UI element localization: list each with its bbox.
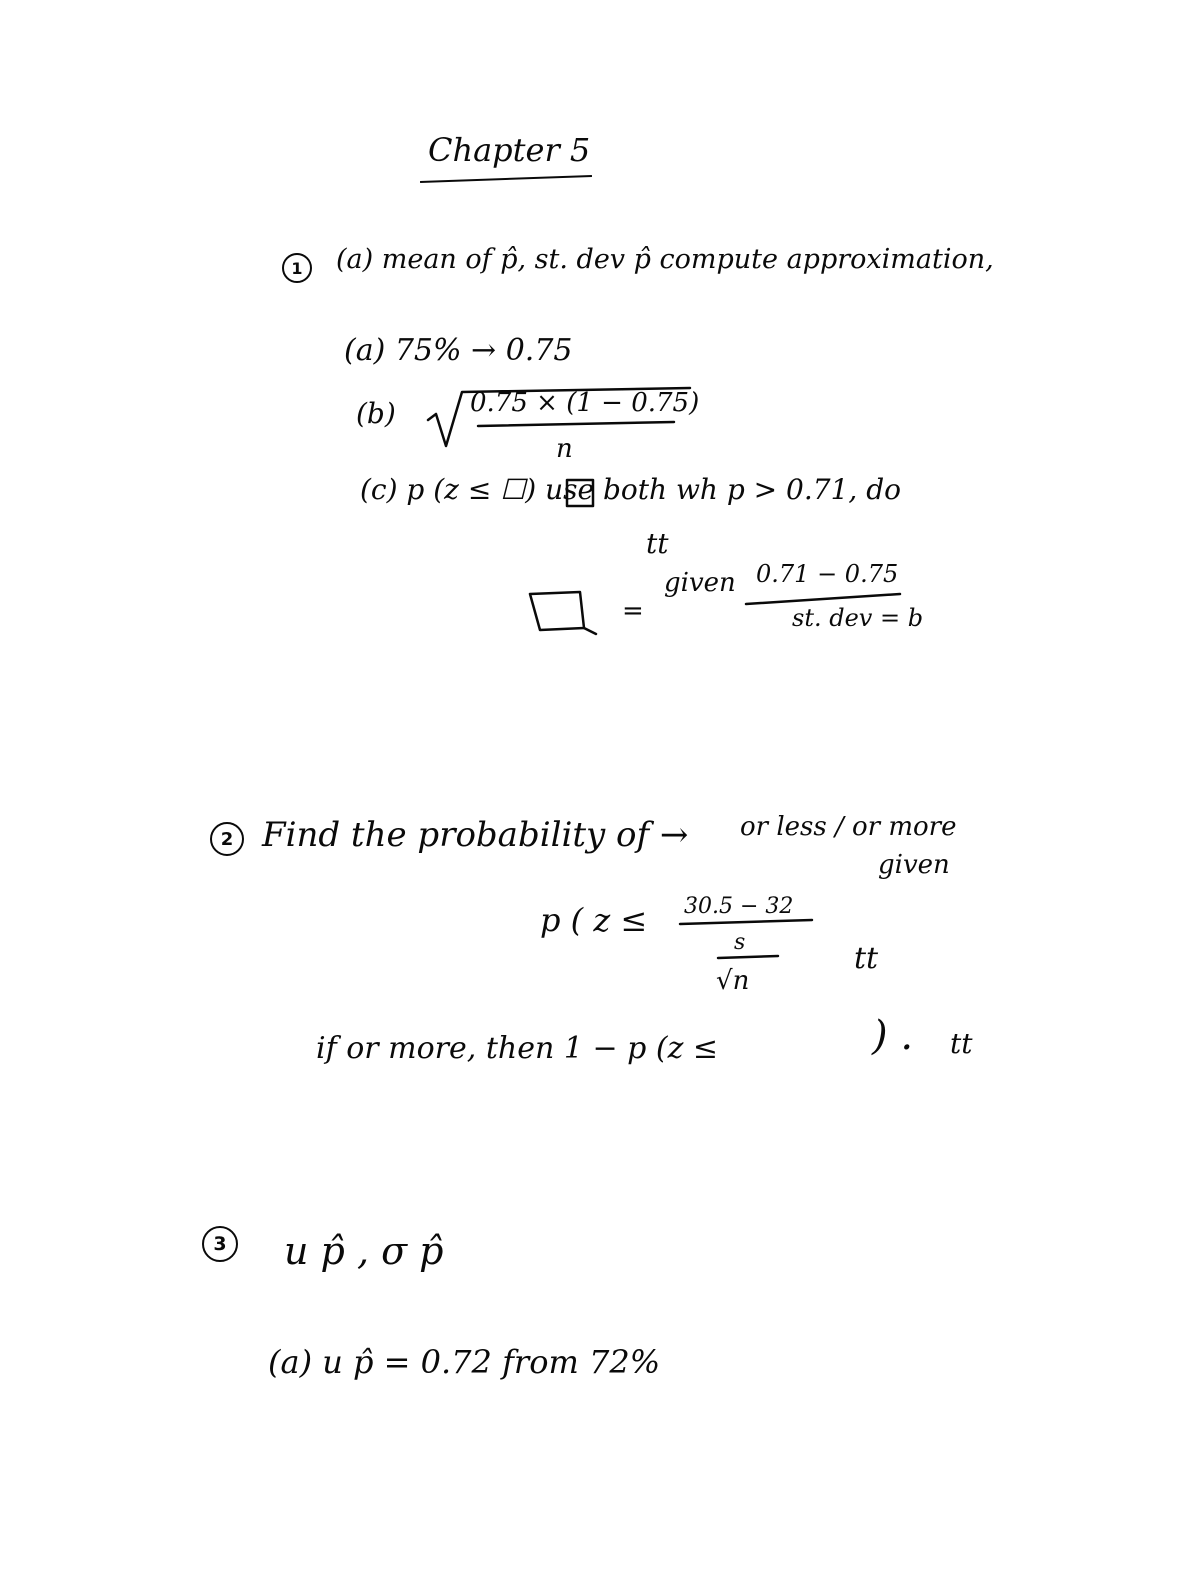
q1-b-numerator: 0.75 × (1 − 0.75)	[470, 388, 700, 418]
q1-number: 1	[282, 253, 312, 283]
q1-c-box	[530, 592, 584, 630]
q1-c-numerator: 0.71 − 0.75	[756, 560, 899, 588]
q1-b-denominator: n	[556, 434, 573, 464]
q1-b-label: (b)	[356, 397, 396, 430]
title-underline	[420, 175, 592, 183]
q2-aside-given: given	[878, 850, 950, 880]
q2-mark: tt	[854, 941, 879, 976]
q2-s-bar	[718, 956, 778, 958]
q2-fraction-bar	[680, 920, 812, 924]
q1-given: given	[664, 568, 736, 598]
page-title: Chapter 5	[428, 131, 591, 169]
q1-box-eq: =	[622, 596, 644, 626]
q2-p-expression: p ( z ≤	[540, 901, 648, 939]
q2-number: 2	[210, 822, 244, 856]
q2-aside: or less / or more	[740, 812, 957, 842]
q1-prompt: (a) mean of p̂, st. dev p̂ compute approximation,	[336, 244, 994, 275]
q2-close: ) .	[872, 1013, 914, 1059]
q1-c-box-tick	[584, 628, 596, 634]
q2-if-line: if or more, then 1 − p (z ≤	[316, 1031, 719, 1066]
q1-b-fraction-bar	[478, 422, 674, 426]
q1-c-fraction-bar	[746, 594, 900, 604]
q1-c-line: (c) p (z ≤ ☐) use both wh p > 0.71, do	[360, 473, 901, 506]
q3-heading: u p̂ , σ p̂	[284, 1229, 444, 1273]
q2-close-mark: tt	[950, 1027, 973, 1060]
q2-numerator: 30.5 − 32	[684, 894, 794, 919]
q3-a-line: (a) u p̂ = 0.72 from 72%	[268, 1343, 661, 1381]
q1-a-line: (a) 75% → 0.75	[344, 333, 573, 368]
q2-sqrt-n: √n	[716, 966, 750, 996]
q1-c-mark: tt	[646, 527, 669, 560]
q1-c-denominator: st. dev = b	[792, 604, 924, 632]
q2-s: s	[734, 930, 746, 955]
q3-number: 3	[202, 1226, 238, 1262]
q2-prompt: Find the probability of →	[262, 815, 689, 855]
